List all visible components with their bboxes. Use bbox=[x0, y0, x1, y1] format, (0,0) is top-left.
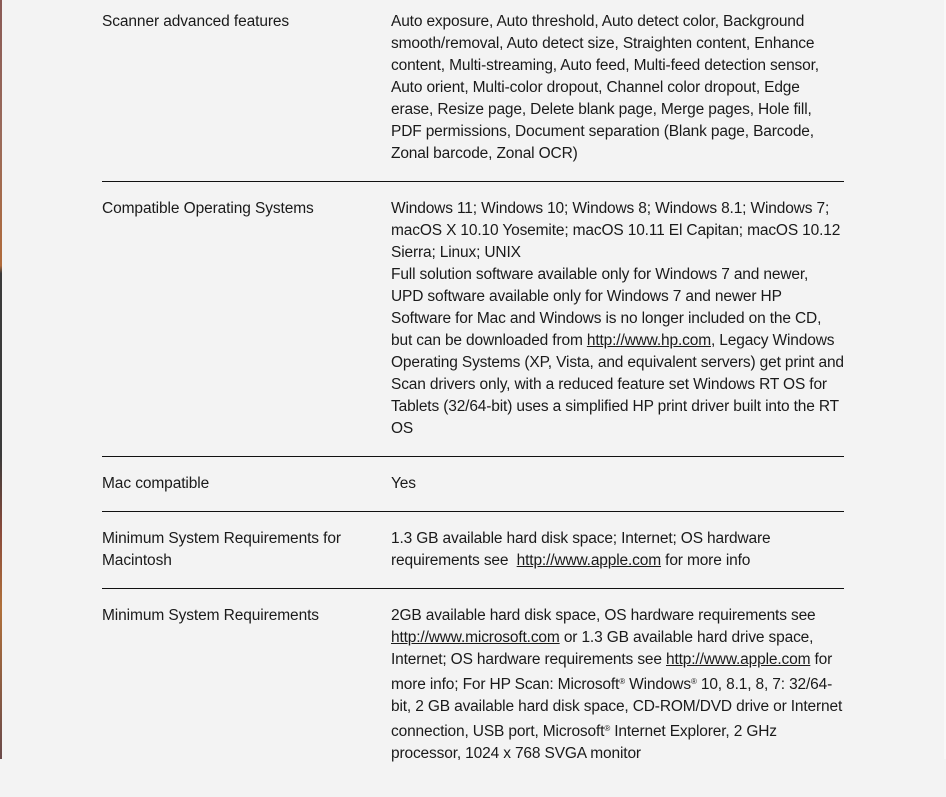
spec-value-text: Full solution software available only for Windows 7 and newer, UPD software available only for Windows 7 and newer HP Software for Mac and Windows is no longer included on the CD, but can be downloaded from bbox=[391, 266, 822, 349]
spec-value-text-notes bbox=[391, 264, 844, 440]
spec-value-text: Yes bbox=[391, 475, 416, 492]
registered-trademark-mark: ® bbox=[619, 677, 625, 686]
spec-value bbox=[391, 473, 844, 495]
microsoft-website-link[interactable]: http://www.microsoft.com bbox=[391, 629, 560, 646]
registered-trademark-mark: ® bbox=[690, 677, 697, 686]
spec-value bbox=[391, 605, 844, 765]
spec-label: Minimum System Requirements bbox=[102, 607, 319, 624]
apple-website-link[interactable]: http://www.apple.com bbox=[666, 651, 811, 668]
spec-value bbox=[391, 198, 844, 440]
spec-row-min-requirements-mac bbox=[102, 528, 844, 589]
spec-value-paragraph bbox=[391, 605, 844, 765]
spec-value-paragraph bbox=[391, 528, 844, 572]
spec-value-text: for more info bbox=[661, 552, 751, 569]
spec-row-mac-compatible bbox=[102, 473, 844, 512]
spec-value-text: Auto exposure, Auto threshold, Auto detect color, Background smooth/removal, Auto detect size, Straighten content, Enhance content, Multi-streaming, Auto feed, Multi-feed detection sensor, Auto orient, Multi-color dropout, Channel color dropout, Edge erase, Resize page, Delete blank page, Merge pages, Hole fill, PDF permissions, Document separation (Blank page, Barcode, Zonal barcode, Zonal OCR) bbox=[391, 13, 819, 162]
hp-website-link[interactable]: http://www.hp.com bbox=[586, 332, 711, 349]
spec-value bbox=[391, 11, 844, 165]
spec-value-text: 1.3 GB available hard disk space; Internet; OS hardware requirements see bbox=[391, 530, 775, 569]
apple-website-link[interactable]: http://www.apple.com bbox=[516, 552, 661, 569]
spec-value-text: for more info; For HP Scan: Microsoft bbox=[391, 651, 833, 693]
registered-trademark-mark: ® bbox=[604, 724, 611, 733]
spec-value-text: , Legacy Windows Operating Systems (XP, Vista, and equivalent servers) get print and Scan drivers only, with a reduced feature set Windows RT OS for Tablets (32/64-bit) uses a simplified HP print driver built into the RT OS bbox=[391, 332, 844, 437]
window-edge-left bbox=[0, 0, 2, 759]
spec-label: Minimum System Requirements for Macintosh bbox=[102, 530, 341, 569]
spec-value-text: 10, 8.1, 8, 7: 32/64-bit, 2 GB available hard disk space, CD-ROM/DVD drive or Internet connection, USB port, Microsoft bbox=[391, 676, 843, 740]
spec-value bbox=[391, 528, 844, 572]
spec-row-compatible-operating-systems bbox=[102, 198, 844, 457]
spec-value-text: Windows 11; Windows 10; Windows 8; Windows 8.1; Windows 7; macOS X 10.10 Yosemite; macOS 10.11 El Capitan; macOS 10.12 Sierra; Linux; UNIX bbox=[391, 200, 841, 261]
spec-label: Mac compatible bbox=[102, 475, 210, 492]
spec-value-text: Windows bbox=[624, 676, 691, 693]
spec-value-text: Internet Explorer, 2 GHz processor, 1024 x 768 SVGA monitor bbox=[391, 723, 777, 762]
spec-value-text: or 1.3 GB available hard drive space, Internet; OS hardware requirements see bbox=[391, 629, 814, 668]
spec-row-min-requirements bbox=[102, 605, 844, 781]
spec-value-text: 2GB available hard disk space, OS hardware requirements see bbox=[391, 607, 816, 624]
specifications-table bbox=[102, 11, 844, 797]
spec-label: Scanner advanced features bbox=[102, 13, 290, 30]
spec-row-scanner-advanced-features bbox=[102, 11, 844, 182]
spec-label: Compatible Operating Systems bbox=[102, 200, 314, 217]
